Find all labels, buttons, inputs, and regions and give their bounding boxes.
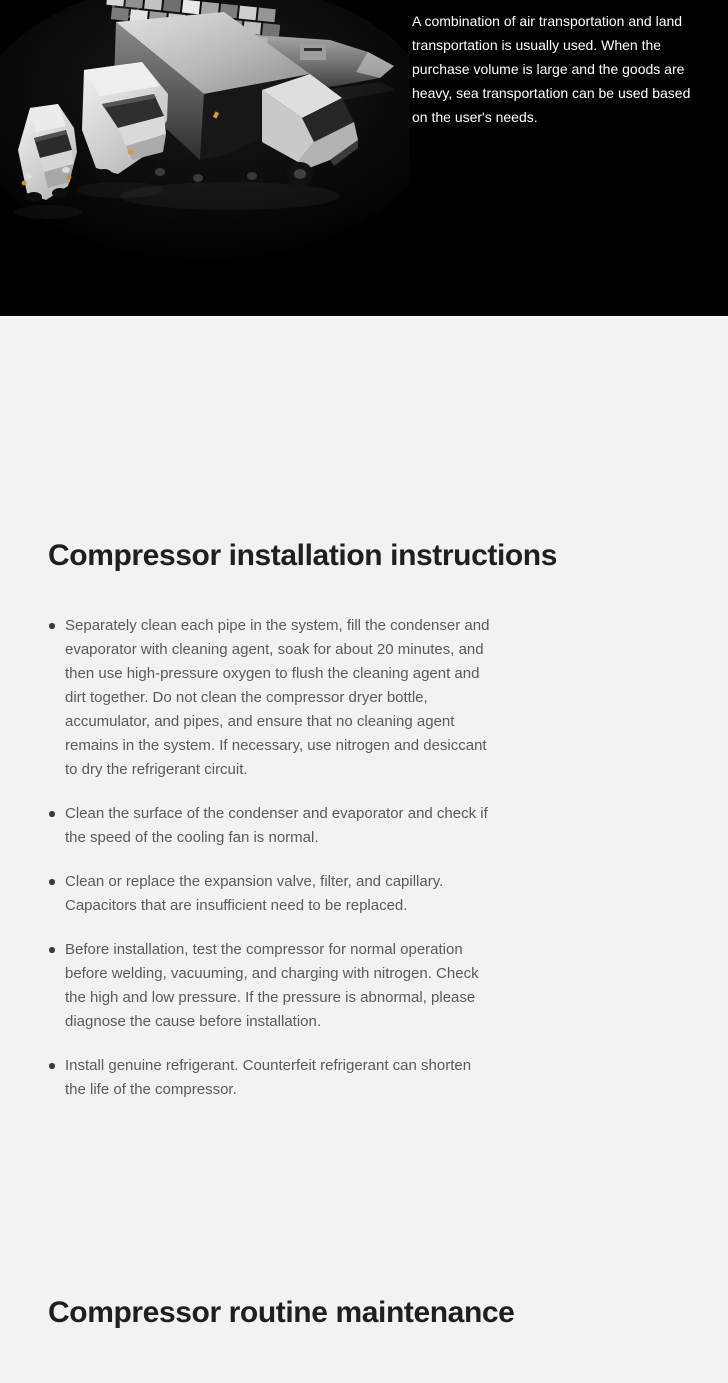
list-item: Separately clean each pipe in the system, fill the condenser and evaporator with cleaning agent, soak for about 20 minutes, and then use high-pressure oxygen to flush the cleaning agent and dirt together. Do not clean the compressor dryer bottle, accumulator, and pipes, and ensure that no cleaning agent remains in the system. If necessary, use nitrogen and desiccant to dry the refrigerant circuit. [48, 614, 494, 782]
hero-section [0, 0, 728, 316]
list-item: Clean or replace the expansion valve, filter, and capillary. Capacitors that are insufficient need to be replaced. [48, 870, 494, 918]
fleet-illustration [0, 0, 410, 316]
maintenance-title: Compressor routine maintenance [48, 1296, 515, 1329]
list-item: Install genuine refrigerant. Counterfeit refrigerant can shorten the life of the compressor. [48, 1054, 494, 1102]
list-item: Before installation, test the compressor for normal operation before welding, vacuuming, and charging with nitrogen. Check the high and low pressure. If the pressure is abnormal, please diagnose the cause before installation. [48, 938, 494, 1034]
content-section [0, 316, 728, 1331]
installation-list [48, 614, 494, 1102]
installation-title: Compressor installation instructions [48, 539, 558, 572]
hero-paragraph: A combination of air transportation and land transportation is usually used. When the purchase volume is large and the goods are heavy, sea transportation can be used based on the user's needs. [412, 13, 691, 125]
list-item: Clean the surface of the condenser and evaporator and check if the speed of the cooling fan is normal. [48, 802, 494, 850]
